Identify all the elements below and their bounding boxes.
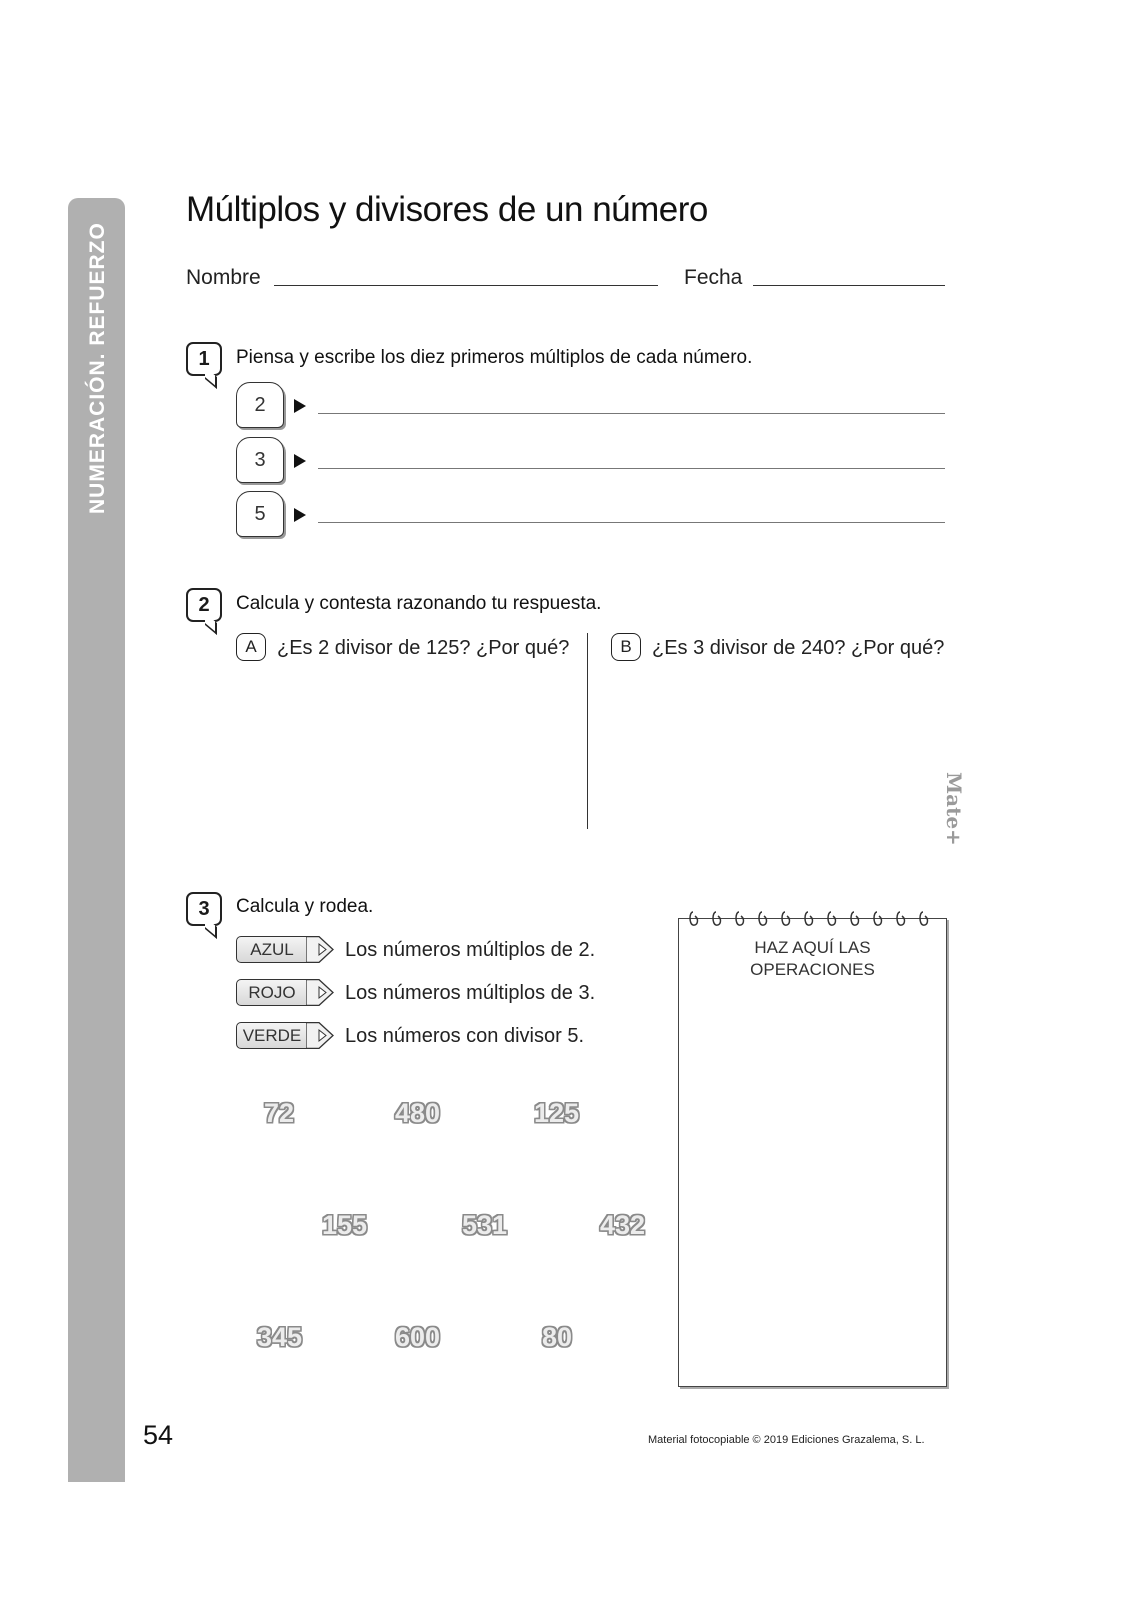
option-b-badge: B — [611, 633, 641, 661]
arrow-right-icon — [294, 508, 306, 522]
answer-line-2[interactable] — [318, 413, 945, 414]
number-item[interactable]: 125 — [534, 1098, 580, 1128]
name-field[interactable] — [274, 285, 658, 286]
pencil-tip-icon — [306, 1022, 334, 1049]
pencil-tip-icon — [306, 936, 334, 963]
arrow-right-icon — [294, 399, 306, 413]
number-item[interactable]: 80 — [542, 1322, 573, 1352]
number-item[interactable]: 432 — [600, 1210, 646, 1240]
question-2-text: Calcula y contesta razonando tu respuesta. — [236, 593, 602, 614]
number-item[interactable]: 600 — [395, 1322, 441, 1352]
copyright-footer: Material fotocopiable © 2019 Ediciones Grazalema, S. L. — [648, 1434, 925, 1446]
answer-line-5[interactable] — [318, 522, 945, 523]
pencil-blue-text: Los números múltiplos de 2. — [345, 939, 596, 961]
question-3-text: Calcula y rodea. — [236, 896, 374, 917]
page-title: Múltiplos y divisores de un número — [186, 190, 708, 229]
question-3-number: 3 — [186, 892, 222, 926]
number-item[interactable]: 72 — [264, 1098, 295, 1128]
notepad-title-line2: OPERACIONES — [750, 960, 875, 979]
option-a-badge: A — [236, 633, 266, 661]
page-number: 54 — [143, 1420, 174, 1450]
date-label: Fecha — [684, 266, 743, 289]
pencil-red — [236, 979, 336, 1006]
notepad-title-line1: HAZ AQUÍ LAS — [754, 938, 871, 957]
number-item[interactable]: 345 — [257, 1322, 303, 1352]
name-label: Nombre — [186, 266, 261, 289]
number-item[interactable]: 155 — [322, 1210, 368, 1240]
question-2a-text: ¿Es 2 divisor de 125? ¿Por qué? — [277, 637, 570, 659]
question-2-number: 2 — [186, 588, 222, 622]
column-divider — [587, 633, 588, 829]
multiple-base-2: 2 — [236, 382, 284, 428]
section-label — [78, 474, 118, 514]
question-1-number: 1 — [186, 342, 222, 376]
multiple-base-3: 3 — [236, 437, 284, 483]
pencil-red-text: Los números múltiplos de 3. — [345, 982, 596, 1004]
pencil-tip-icon — [306, 979, 334, 1006]
pencil-green-text: Los números con divisor 5. — [345, 1025, 585, 1047]
arrow-right-icon — [294, 454, 306, 468]
multiple-base-5: 5 — [236, 491, 284, 537]
answer-line-3[interactable] — [318, 468, 945, 469]
number-item[interactable]: 531 — [462, 1210, 508, 1240]
question-1-text: Piensa y escribe los diez primeros múltiplos de cada número. — [236, 347, 753, 368]
notepad-title — [679, 937, 946, 981]
number-item[interactable]: 480 — [395, 1098, 441, 1128]
brand-logo: Mate+ — [942, 772, 966, 846]
pencil-green — [236, 1022, 336, 1049]
date-field[interactable] — [753, 285, 945, 286]
question-2b-text: ¿Es 3 divisor de 240? ¿Por qué? — [652, 637, 945, 659]
spiral-rings-icon — [685, 910, 943, 932]
operations-notepad[interactable] — [678, 918, 947, 1387]
pencil-blue — [236, 936, 336, 963]
pencil-label: ROJO — [236, 979, 308, 1006]
pencil-label: VERDE — [236, 1022, 308, 1049]
pencil-label: AZUL — [236, 936, 308, 963]
